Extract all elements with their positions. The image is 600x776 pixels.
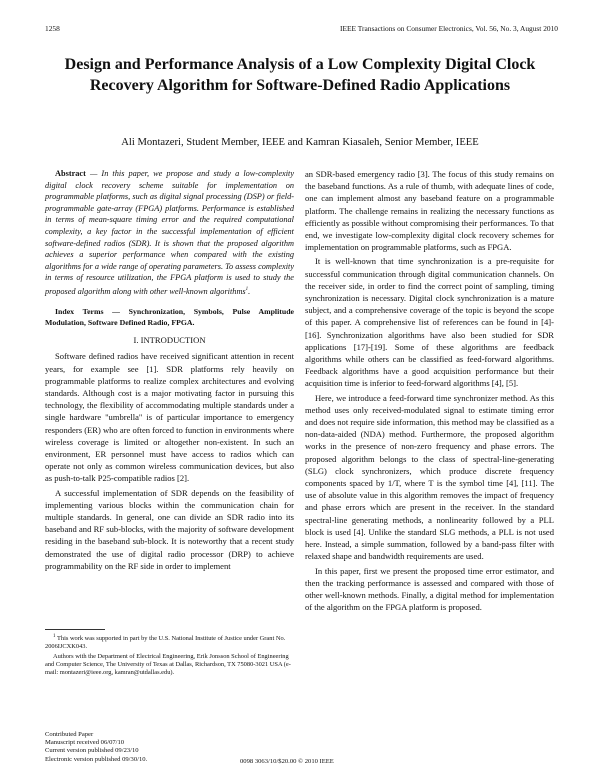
abstract: Abstract — In this paper, we propose and study a low-complexity digital clock recovery scheme suitable for implementation on programmable platforms, such as digital signal processing (DSP) or field-programmable gate-array (FPGA) platforms. Performance is established in terms of mean-square timing error and the required computational complexity, a key factor in the successful implementation of efficient software-defined radios (SDR). It is shown that the proposed algorithm achieves a superior performance when compared with the existing algorithms for a wide range of operating parameters. To assess complexity in terms of resource utilization, the FPGA platform is used to study the proposed algorithm along with other well-known algorithms$^1$.	[45, 169, 294, 296]
section-heading: I. INTRODUCTION	[133, 335, 206, 346]
pub-info-line: Contributed Paper	[45, 731, 94, 738]
footnote-funding-text: This work was supported in part by the U.S. National Institute of Justice under Grant No. 2006IJCXK043.	[45, 635, 286, 651]
left-column	[45, 168, 294, 574]
paragraph: In this paper, first we present the proposed time error estimator, and then the tracking performance is assessed and compared with those of other well-known methods. Finally, a digital method for implementation of the algorithm on the FPGA platform is proposed.	[305, 565, 554, 613]
pub-info-line: Electronic version published 09/30/10.	[45, 755, 148, 763]
abstract-label: Abstract	[55, 169, 86, 178]
index-terms: Index Terms — Synchronization, Symbols, Pulse Amplitude Modulation, Software Defined Radio, FPGA.	[45, 307, 294, 327]
right-column	[305, 168, 554, 615]
paragraph: A successful implementation of SDR depends on the feasibility of implementing various blocks within the communication chain for multiple standards. In general, one can divide an SDR radio into its baseband and RF sub-blocks, with the majority of software development residing in the baseband sub-block. It is noteworthy that a recent study demonstrated the use of digital radio processor (DRP) to achieve programmability on the RF side in order to implement	[45, 487, 294, 571]
footnotes	[45, 633, 294, 678]
abstract-footnote-mark: 1	[245, 286, 249, 292]
paragraph: Here, we introduce a feed-forward time synchronizer method. As this method uses only received-modulated signal to estimate timing error and does not require side information, this method may be classified as a non-data-aided (NDA) method. Furthermore, the proposed algorithm works in the presence of non-zero frequency and phase errors. The proposed algorithm belongs to the class of spectral-line-generating (SLG) clock synchronizers, which produce discrete frequency components spaced by 1/T, where T is the symbol time [4], [11]. The use of absolute value in this algorithm removes the impact of frequency and phase errors which are present in the receiver. In the standard spectral-line generating methods, a nonlinearity followed by a PLL block is used [4]. Unlike the standard SLG methods, a PLL is not used here. Instead, a simple summation, followed by a band-pass filter with relaxed shape and bandwidth requirements are used.	[305, 392, 554, 562]
journal-header: IEEE Transactions on Consumer Electronics, Vol. 56, No. 3, August 2010	[340, 24, 558, 33]
footnote-affiliation: Authors with the Department of Electrical Engineering, Erik Jonsson School of Engineering and Computer Science, The University of Texas at Dallas, Richardson, TX 75080-3021 USA (e-mail: montazeri@ieee.org, kamran@utdallas.edu).	[45, 652, 291, 677]
footnote-separator	[45, 629, 105, 630]
paragraph: an SDR-based emergency radio [3]. The focus of this study remains on the baseband functions. As a rule of thumb, with adequate lines of code, one can implement almost any baseband feature on a programmable platform. The challenge remains in realizing the necessary functions as efficiently as possible without compromising their performances. To that end, we investigate low-complexity digital clock recovery schemes for implementation on programmable platforms, such as FPGA.	[305, 169, 554, 253]
pub-info-line: Manuscript received 06/07/10	[45, 739, 125, 747]
paragraph: It is well-known that time synchronization is a pre-requisite for successful communication through digital communication channels. On the receiver side, in order to find the correct point of sampling, timing synchronization is necessary. Digital clock synchronization is a mature subject, and a comprehensive coverage of the topic is beyond the scope of this paper. A comprehensive list of references can be found in [4]-[16]. Synchronization algorithms have also been studied for SDR applications [17]-[19]. Some of these algorithms are feedback algorithms while others can be classified as feed-forward algorithms. Feedback algorithms have a good acquisition performance but their acquisition time is inferior to feed-forward algorithms [4], [5].	[305, 256, 554, 389]
paragraph: Software defined radios have received significant attention in recent years, for example see [1]. SDR platforms rely heavily on programmable platforms to realize complex architectures and evolving standards. Although cost is a major motivating factor in pursuing this technology, the flexibility of accommodating multiple standards under a single hardware "umbrella" is of particular importance to emergency responders (ER) who are often forced to function in environments where wireless coverage is limited or altogether non-existent. In such an environment, ER personnel must have access to radios which can operate not only as common wireless communication devices, but also as push-to-talk P25-compatible radios [2].	[45, 351, 294, 484]
abstract-text: — In this paper, we propose and study a low-complexity digital clock recovery scheme suitable for implementation on programmable platforms, such as digital signal processing (DSP) or field-programmable gate-array (FPGA) platforms. Performance is established in terms of mean-square timing error and the required computational complexity, a key factor in the successful implementation of efficient software-defined radios (SDR). It is shown that the proposed algorithm achieves a superior performance when compared with the existing algorithms for a wide range of operating parameters. To assess complexity in terms of resource utilization, the FPGA platform is used to study the proposed algorithm along with other well-known algorithms	[45, 169, 294, 296]
page-number: 1258	[45, 24, 60, 33]
footnote-mark: 1	[53, 634, 56, 639]
copyright: 0098 3063/10/$20.00 © 2010 IEEE	[240, 758, 334, 765]
paper-title: Design and Performance Analysis of a Low Complexity Digital Clock Recovery Algorithm for Software-Defined Radio Applications	[64, 56, 536, 94]
pub-info-line: Current version published 09/23/10	[45, 747, 139, 755]
author-line: Ali Montazeri, Student Member, IEEE and Kamran Kiasaleh, Senior Member, IEEE	[121, 137, 479, 148]
footnote-funding	[45, 633, 294, 652]
